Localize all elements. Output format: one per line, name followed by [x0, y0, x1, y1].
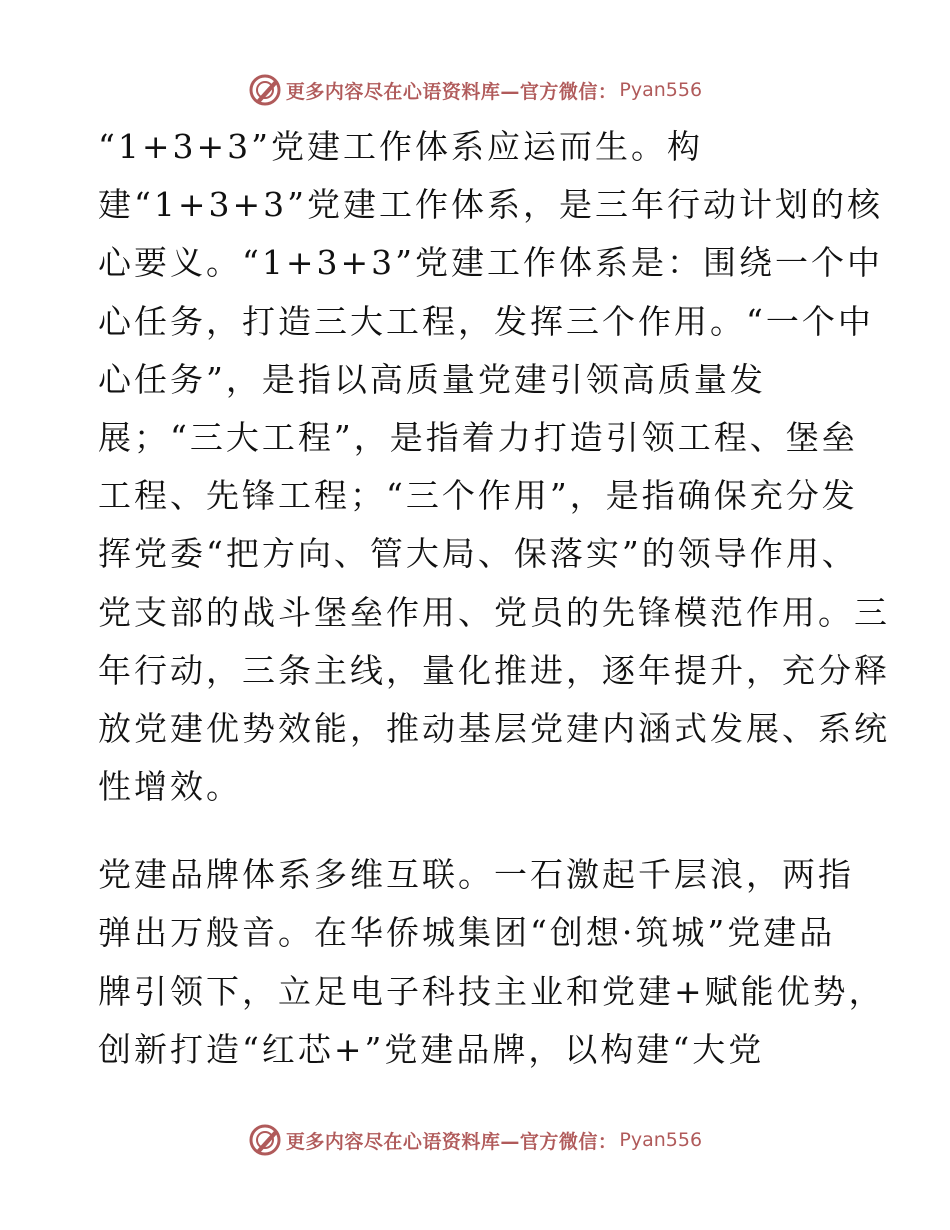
pen-logo-icon	[248, 1123, 282, 1157]
text-line: 建“1+3+3”党建工作体系，是三年行动计划的核	[98, 185, 884, 225]
text-line: 弹出万般音。在华侨城集团“创想·筑城”党建品	[98, 913, 836, 953]
document-body	[98, 118, 890, 1079]
paragraph-gap	[98, 816, 853, 846]
banner-handle: Pyan556	[619, 79, 703, 101]
text-line: 心任务”，是指以高质量党建引领高质量发	[98, 359, 766, 399]
pen-logo-icon	[248, 73, 282, 107]
text-line: 展；“三大工程”，是指着力打造引领工程、堡垒	[98, 417, 858, 457]
text-line: 挥党委“把方向、管大局、保落实”的领导作用、	[98, 534, 858, 574]
paragraph-1	[98, 118, 890, 816]
text-line: 年行动，三条主线，量化推进，逐年提升，充分释	[98, 650, 890, 690]
banner-handle: Pyan556	[619, 1129, 703, 1151]
text-line: 牌引领下，立足电子科技主业和党建+赋能优势，	[98, 971, 885, 1011]
text-line: 党支部的战斗堡垒作用、党员的先锋模范作用。三	[98, 592, 890, 632]
text-line: 放党建优势效能，推动基层党建内涵式发展、系统	[98, 708, 890, 748]
text-line: 性增效。	[98, 767, 242, 807]
text-line: 心要义。“1+3+3”党建工作体系是：围绕一个中	[98, 243, 884, 283]
banner-text: 更多内容尽在心语资料库—官方微信：	[285, 1130, 618, 1153]
text-line: 工程、先锋工程；“三个作用”，是指确保充分发	[98, 476, 858, 516]
text-line: 党建品牌体系多维互联。一石激起千层浪，两指	[98, 855, 854, 895]
paragraph-2	[98, 846, 885, 1079]
header-banner	[0, 70, 950, 110]
text-line: “1+3+3”党建工作体系应运而生。构	[98, 127, 704, 166]
banner-text: 更多内容尽在心语资料库—官方微信：	[285, 80, 618, 103]
text-line: 创新打造“红芯+”党建品牌，以构建“大党	[98, 1029, 765, 1069]
text-line: 心任务，打造三大工程，发挥三个作用。“一个中	[98, 301, 874, 341]
footer-banner	[0, 1120, 950, 1160]
